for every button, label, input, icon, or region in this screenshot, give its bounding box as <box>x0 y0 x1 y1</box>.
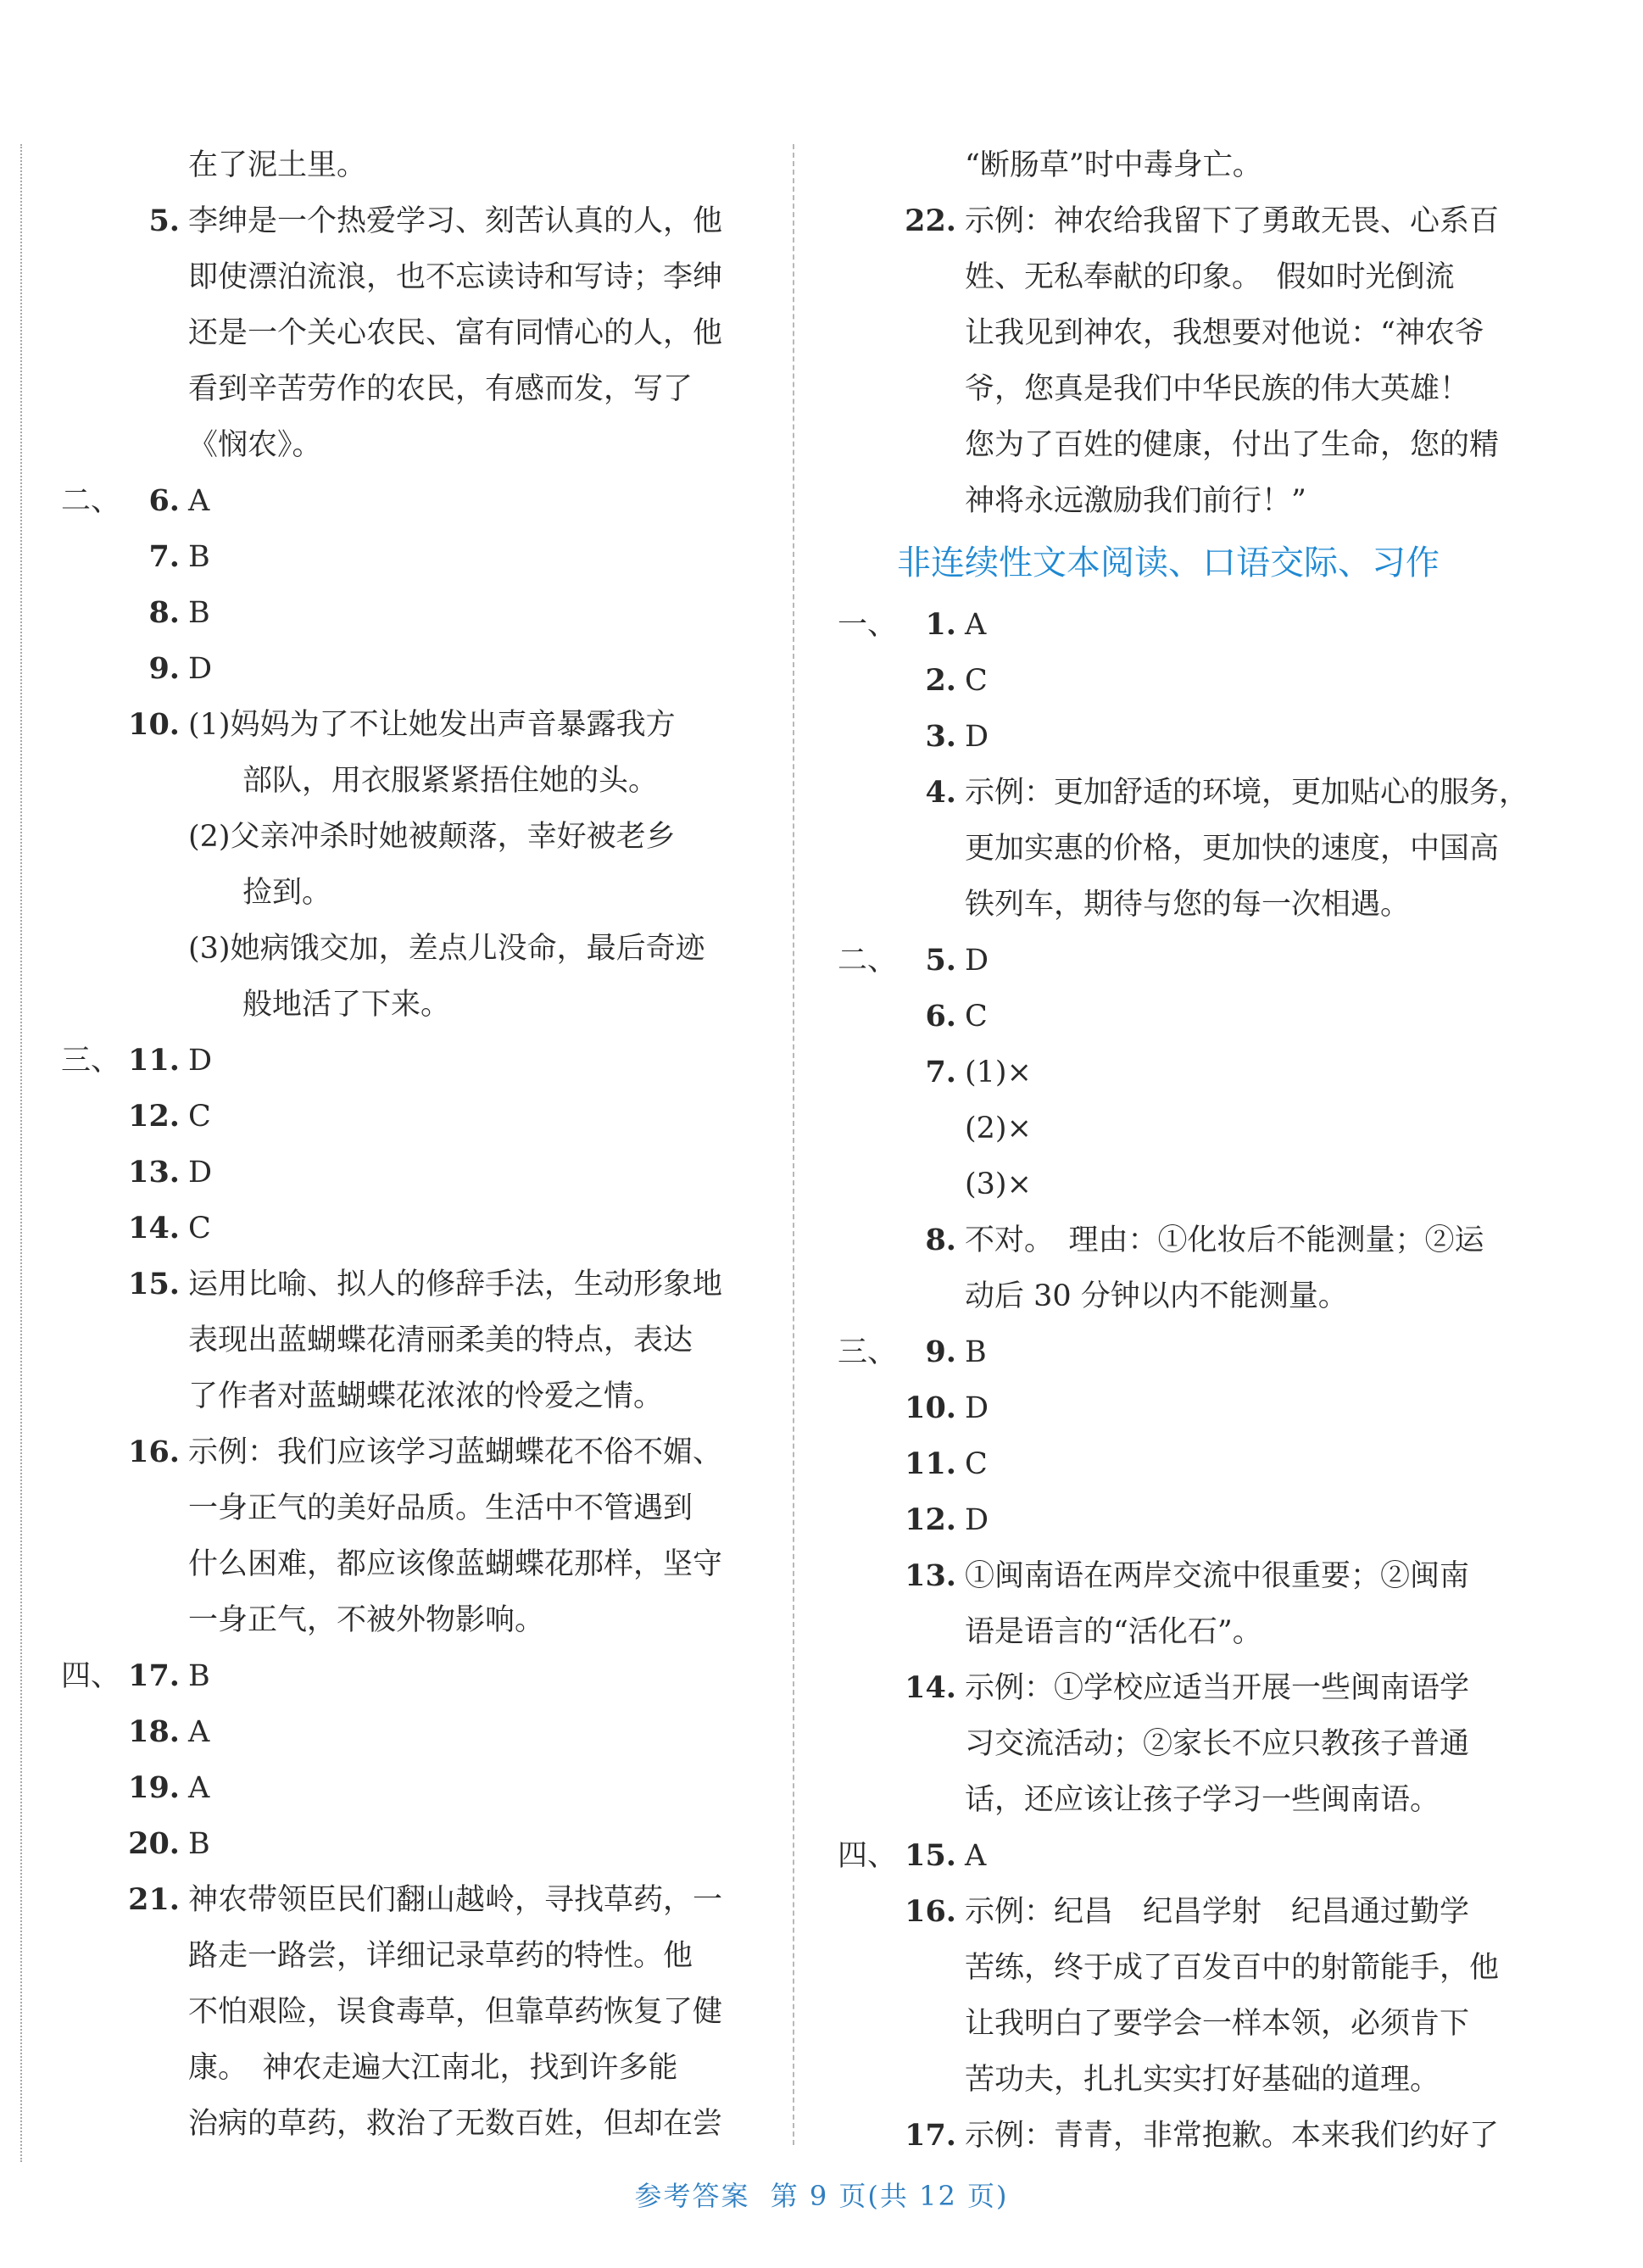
answer-text: 李绅是一个热爱学习、刻苦认真的人，他 <box>188 204 723 238</box>
answer-line <box>838 1772 1533 1828</box>
answer-text: A <box>965 1839 987 1873</box>
section-heading: 非连续性文本阅读、口语交际、习作 <box>897 543 1440 582</box>
answer-text: 不对。 理由：①化妆后不能测量；②运 <box>965 1223 1484 1257</box>
answer-item <box>61 1760 756 1816</box>
answer-text: 示例：神农给我留下了勇敢无畏、心系百 <box>965 204 1500 238</box>
question-number: 20. <box>128 1826 180 1861</box>
answer-text: D <box>188 1156 213 1190</box>
column-divider <box>793 144 794 2145</box>
answer-line <box>61 1480 756 1536</box>
answer-text: 铁列车，期待与您的每一次相遇。 <box>965 888 1411 922</box>
answer-text: 习交流活动；②家长不应只教孩子普通 <box>965 1727 1470 1761</box>
answer-text: C <box>965 1000 988 1034</box>
question-number: 16. <box>905 1894 956 1929</box>
answer-line <box>838 1996 1533 2052</box>
answer-text: 捡到。 <box>242 876 332 910</box>
answer-item <box>61 193 756 249</box>
answer-item <box>838 1884 1533 1940</box>
question-number: 11. <box>905 1446 956 1481</box>
answer-text: (3)她病饿交加，差点儿没命，最后奇迹 <box>188 932 705 966</box>
answer-text: A <box>188 1715 210 1749</box>
answer-text: 不怕艰险，误食毒草，但靠草药恢复了健 <box>188 1995 723 2029</box>
question-number: 14. <box>128 1211 180 1245</box>
answer-text: B <box>188 1659 210 1693</box>
answer-item <box>838 1548 1533 1604</box>
question-number: 22. <box>905 203 956 238</box>
answer-line <box>61 249 756 305</box>
answer-text: 苦练，终于成了百发百中的射箭能手，他 <box>965 1951 1500 1985</box>
answer-line <box>838 361 1533 417</box>
answer-text: (1)× <box>965 1056 1032 1089</box>
answer-text: D <box>188 652 213 686</box>
answer-text: 示例：①学校应适当开展一些闽南语学 <box>965 1671 1470 1705</box>
section-marker: 四、 <box>61 1659 121 1693</box>
answer-text: D <box>965 1391 989 1425</box>
question-number: 8. <box>925 1223 956 1257</box>
answer-line <box>61 361 756 417</box>
question-number: 7. <box>925 1055 956 1089</box>
question-number: 6. <box>925 999 956 1034</box>
question-number: 17. <box>128 1658 180 1693</box>
answer-text: ①闽南语在两岸交流中很重要；②闽南 <box>965 1559 1470 1593</box>
section-marker: 三、 <box>838 1335 898 1369</box>
answer-item <box>61 1033 756 1089</box>
answer-text: 看到辛苦劳作的农民，有感而发，写了 <box>188 372 693 406</box>
question-number: 15. <box>128 1267 180 1301</box>
question-number: 15. <box>905 1838 956 1873</box>
answer-text: 让我明白了要学会一样本领，必须肯下 <box>965 2007 1470 2041</box>
answer-text: D <box>965 1503 989 1537</box>
answer-text: 治病的草药，救治了无数百姓，但却在尝 <box>188 2107 723 2141</box>
answer-text: B <box>965 1335 987 1369</box>
section-marker: 二、 <box>838 944 898 978</box>
answer-text: C <box>188 1212 211 1245</box>
answer-line <box>838 137 1533 193</box>
answer-line <box>61 137 756 193</box>
answer-text: 苦功夫，扎扎实实打好基础的道理。 <box>965 2063 1440 2097</box>
question-number: 9. <box>925 1335 956 1369</box>
answer-item <box>838 933 1533 989</box>
answer-item <box>61 1704 756 1760</box>
answer-item <box>61 585 756 641</box>
answer-text: A <box>965 608 987 642</box>
answer-text: 示例：我们应该学习蓝蝴蝶花不俗不媚、 <box>188 1435 723 1469</box>
answer-line <box>61 1536 756 1592</box>
answer-text: 部队，用衣服紧紧捂住她的头。 <box>242 764 659 798</box>
answer-item <box>61 529 756 585</box>
right-column-top-rows <box>838 137 1533 529</box>
question-number: 9. <box>148 651 180 686</box>
answer-text: C <box>965 664 988 698</box>
section-marker: 四、 <box>838 1839 898 1873</box>
section-marker: 三、 <box>61 1044 121 1078</box>
answer-line <box>61 305 756 361</box>
footer-page-number: 第 9 页(共 12 页) <box>770 2180 1009 2212</box>
answer-item <box>61 1648 756 1704</box>
question-number: 10. <box>905 1390 956 1425</box>
question-number: 2. <box>925 663 956 698</box>
answer-line <box>61 865 756 921</box>
answer-text: A <box>188 1771 210 1805</box>
answer-text: “断肠草”时中毒身亡。 <box>965 148 1262 182</box>
answer-line <box>838 877 1533 933</box>
answer-line <box>838 1604 1533 1660</box>
answer-text: 示例：更加舒适的环境，更加贴心的服务， <box>965 776 1529 810</box>
question-number: 13. <box>128 1155 180 1190</box>
answer-text: C <box>188 1100 211 1134</box>
question-number: 13. <box>905 1558 956 1593</box>
answer-line <box>838 305 1533 361</box>
question-number: 1. <box>925 607 956 642</box>
answer-item <box>838 653 1533 709</box>
right-column <box>838 137 1533 2164</box>
answer-line <box>838 473 1533 529</box>
answer-line <box>61 1592 756 1648</box>
section-marker: 一、 <box>838 608 898 642</box>
answer-text: D <box>965 944 989 978</box>
answer-text: 神将永远激励我们前行！” <box>965 484 1306 518</box>
answer-item <box>838 1492 1533 1548</box>
question-number: 5. <box>925 943 956 978</box>
footer-label: 参考答案 <box>634 2180 750 2212</box>
answer-line <box>838 2052 1533 2108</box>
answer-text: 即使漂泊流浪，也不忘读诗和写诗；李绅 <box>188 260 723 294</box>
question-number: 11. <box>128 1043 180 1078</box>
answer-text: (2)父亲冲杀时她被颠落，幸好被老乡 <box>188 820 676 854</box>
answer-text: 更加实惠的价格，更加快的速度，中国高 <box>965 832 1500 866</box>
page-footer <box>0 2175 1643 2214</box>
question-number: 21. <box>128 1882 180 1917</box>
answer-text: 示例：纪昌 纪昌学射 纪昌通过勤学 <box>965 1895 1470 1929</box>
question-number: 8. <box>148 595 180 630</box>
answer-item <box>61 1424 756 1480</box>
answer-text: 示例：青青，非常抱歉。本来我们约好了 <box>965 2119 1500 2153</box>
answer-item <box>838 1828 1533 1884</box>
answer-item <box>838 1045 1533 1101</box>
answer-text: D <box>188 1044 213 1078</box>
question-number: 12. <box>905 1502 956 1537</box>
answer-text: 让我见到神农，我想要对他说：“神农爷 <box>965 316 1484 350</box>
question-number: 14. <box>905 1670 956 1705</box>
answer-item <box>61 641 756 697</box>
answer-line <box>61 809 756 865</box>
answer-item <box>61 1872 756 1928</box>
answer-item <box>61 1145 756 1201</box>
answer-line <box>61 753 756 809</box>
answer-line <box>61 1984 756 2040</box>
answer-text: 表现出蓝蝴蝶花清丽柔美的特点，表达 <box>188 1323 693 1357</box>
answer-text: 运用比喻、拟人的修辞手法，生动形象地 <box>188 1268 723 1301</box>
answer-item <box>838 709 1533 765</box>
answer-item <box>838 989 1533 1045</box>
question-number: 3. <box>925 719 956 754</box>
question-number: 7. <box>148 539 180 574</box>
question-number: 12. <box>128 1099 180 1134</box>
answer-text: A <box>188 484 210 518</box>
answer-item <box>838 597 1533 653</box>
question-number: 5. <box>148 203 180 238</box>
answer-text: 康。 神农走遍大江南北，找到许多能 <box>188 2051 678 2085</box>
question-number: 19. <box>128 1770 180 1805</box>
answer-text: 爷，您真是我们中华民族的伟大英雄！ <box>965 372 1470 406</box>
answer-text: 姓、无私奉献的印象。 假如时光倒流 <box>965 260 1455 294</box>
answer-item <box>61 1089 756 1145</box>
answer-line <box>61 2096 756 2152</box>
answer-item <box>61 473 756 529</box>
question-number: 16. <box>128 1435 180 1469</box>
answer-text: C <box>965 1447 988 1481</box>
question-number: 10. <box>128 707 180 742</box>
question-number: 18. <box>128 1714 180 1749</box>
answer-text: (1)妈妈为了不让她发出声音暴露我方 <box>188 708 676 742</box>
answer-text: D <box>965 720 989 754</box>
answer-text: 了作者对蓝蝴蝶花浓浓的怜爱之情。 <box>188 1379 664 1413</box>
answer-text: 话，还应该让孩子学习一些闽南语。 <box>965 1783 1440 1817</box>
answer-text: 路走一路尝，详细记录草药的特性。他 <box>188 1939 693 1973</box>
answer-line <box>838 1940 1533 1996</box>
answer-item <box>838 1212 1533 1268</box>
answer-line <box>838 1101 1533 1156</box>
answer-line <box>838 821 1533 877</box>
left-column <box>61 137 756 2152</box>
answer-item <box>838 1380 1533 1436</box>
answer-item <box>61 1816 756 1872</box>
answer-line <box>61 1928 756 1984</box>
answer-text: (2)× <box>965 1112 1032 1145</box>
answer-text: 什么困难，都应该像蓝蝴蝶花那样，坚守 <box>188 1547 723 1581</box>
answer-text: B <box>188 596 210 630</box>
answer-text: 您为了百姓的健康，付出了生命，您的精 <box>965 428 1500 462</box>
answer-item <box>838 1436 1533 1492</box>
answer-text: 动后 30 分钟以内不能测量。 <box>965 1279 1348 1313</box>
question-number: 6. <box>148 483 180 518</box>
answer-item <box>61 1201 756 1257</box>
answer-line <box>838 1716 1533 1772</box>
section-marker: 二、 <box>61 484 121 518</box>
answer-text: 般地活了下来。 <box>242 988 451 1022</box>
answer-text: 一身正气，不被外物影响。 <box>188 1603 545 1637</box>
answer-text: 在了泥土里。 <box>188 148 367 182</box>
answer-text: 神农带领臣民们翻山越岭，寻找草药，一 <box>188 1883 723 1917</box>
answer-line <box>838 417 1533 473</box>
answer-text: 《悯农》。 <box>188 428 322 462</box>
answer-text: B <box>188 1827 210 1861</box>
answer-line <box>61 417 756 473</box>
answer-text: (3)× <box>965 1167 1032 1201</box>
answer-line <box>61 977 756 1033</box>
answer-line <box>61 1312 756 1368</box>
answer-item <box>838 1660 1533 1716</box>
answer-item <box>838 765 1533 821</box>
question-number: 17. <box>905 2118 956 2153</box>
answer-line <box>61 1368 756 1424</box>
answer-line <box>61 921 756 977</box>
answer-text: 一身正气的美好品质。生活中不管遇到 <box>188 1491 693 1525</box>
answer-item <box>838 2108 1533 2164</box>
answer-item <box>61 697 756 753</box>
answer-line <box>838 1268 1533 1324</box>
answer-line <box>61 2040 756 2096</box>
answer-text: 还是一个关心农民、富有同情心的人，他 <box>188 316 723 350</box>
question-number: 4. <box>925 775 956 810</box>
answer-text: 语是语言的“活化石”。 <box>965 1615 1262 1649</box>
answer-item <box>61 1257 756 1312</box>
answer-line <box>838 249 1533 305</box>
answer-item <box>838 193 1533 249</box>
right-column-bottom-rows <box>838 597 1533 2164</box>
binding-margin-line <box>20 144 22 2162</box>
answer-line <box>838 1156 1533 1212</box>
answer-text: B <box>188 540 210 574</box>
answer-item <box>838 1324 1533 1380</box>
